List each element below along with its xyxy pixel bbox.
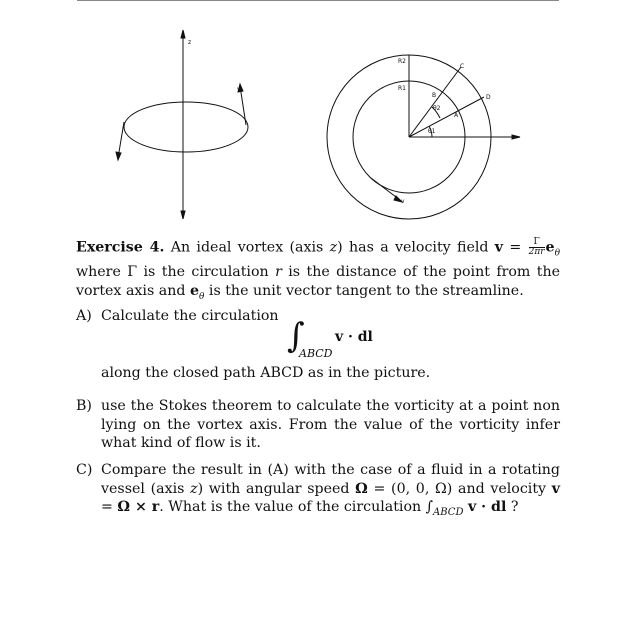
r1-label: R1 bbox=[398, 85, 406, 92]
left-z-arrow-top bbox=[181, 30, 185, 38]
radius-theta1 bbox=[409, 97, 484, 137]
left-streamline-ellipse bbox=[124, 102, 248, 152]
integral-body: v · dl bbox=[335, 329, 373, 345]
item-a-after: along the closed path ABCD as in the picture. bbox=[101, 365, 431, 381]
integral-subscript: ABCD bbox=[299, 347, 333, 360]
exercise-intro: Exercise 4. An ideal vortex (axis z) has a velocity field v = $\frac{\Gamma}{2\pi r}$ $e_\theta$ where Γ is the circulation r is the distance of the point from the vortex axis and $e_\theta$ is the unit vector tangent to the streamline. bbox=[76, 237, 560, 302]
gamma-fraction: $\frac{\Gamma}{2\pi r}$ bbox=[528, 237, 545, 257]
item-b bbox=[76, 397, 560, 453]
point-a-label: A bbox=[454, 112, 459, 119]
theta2-label: θ2 bbox=[433, 105, 441, 112]
circulation-integral bbox=[287, 316, 427, 362]
vortex-figure bbox=[0, 0, 640, 240]
item-a-label: A) bbox=[76, 308, 92, 324]
item-b-label: B) bbox=[76, 398, 92, 414]
inline-integral-sign: ∫ bbox=[425, 499, 434, 516]
item-a-text: Calculate the circulation bbox=[101, 308, 279, 324]
left-v-label: v bbox=[237, 86, 241, 93]
right-v-label: v bbox=[401, 198, 405, 205]
theta1-label: θ1 bbox=[428, 128, 436, 135]
exercise-heading: Exercise 4. bbox=[76, 239, 165, 256]
left-z-label: z bbox=[188, 39, 192, 46]
item-c-text: Compare the result in (A) with the case of a fluid in a rotating vessel (axis z) with angular speed Ω = (0, 0, Ω) and velocity v = Ω × r. What is the value of the circulation $\int_{ABCD}$ v · dl ? bbox=[101, 462, 560, 519]
item-b-text: use the Stokes theorem to calculate the vorticity at a point non lying on the vortex axis. From the value of the vorticity infer what kind of flow is it. bbox=[101, 398, 560, 452]
item-c bbox=[76, 461, 560, 523]
item-c-label: C) bbox=[76, 462, 93, 478]
point-b-label: B bbox=[432, 92, 437, 99]
point-d-label: D bbox=[486, 94, 491, 101]
integral-sign: ∫ bbox=[287, 316, 305, 356]
point-c-label: C bbox=[460, 63, 465, 70]
r2-label: R2 bbox=[398, 58, 406, 65]
left-z-arrow-bottom bbox=[181, 211, 185, 219]
